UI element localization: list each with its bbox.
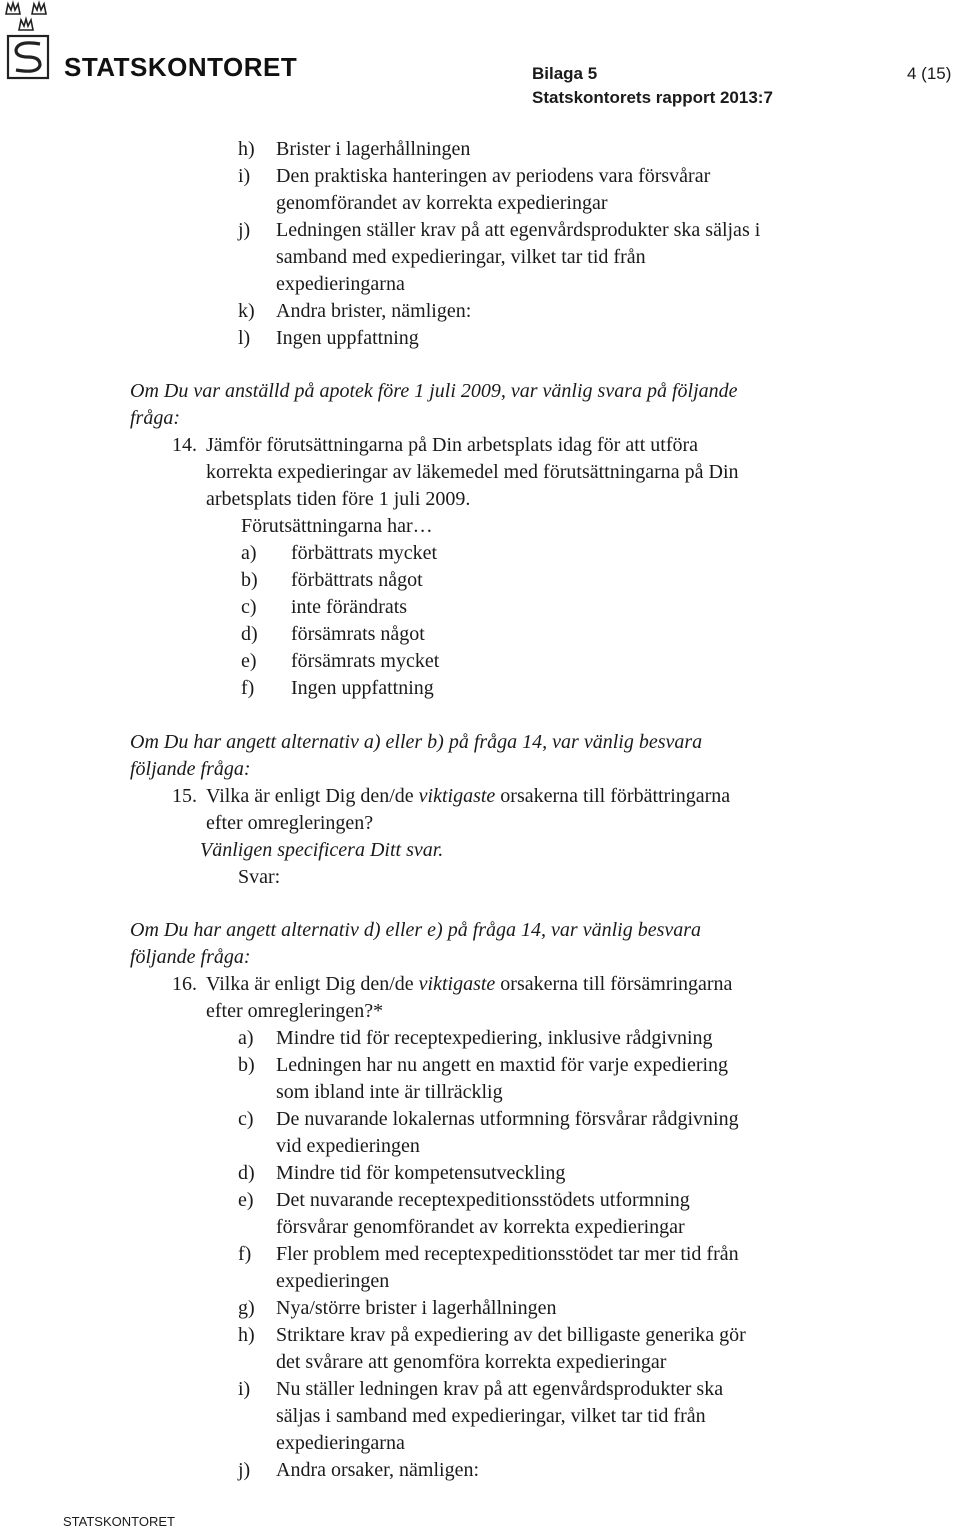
option-label: h) <box>238 1324 255 1346</box>
option-text: vid expedieringen <box>276 1135 420 1157</box>
option-label: d) <box>238 1162 255 1184</box>
option-text: Ingen uppfattning <box>276 327 419 349</box>
option-text: Den praktiska hanteringen av periodens vara försvårar <box>276 165 711 187</box>
option-text: Mindre tid för receptexpediering, inklusive rådgivning <box>276 1027 713 1049</box>
option-text: Ledningen har nu angett en maxtid för varje expediering <box>276 1054 729 1076</box>
option-text: samband med expedieringar, vilket tar tid från <box>276 246 646 268</box>
option-label: c) <box>241 596 257 618</box>
option-text: De nuvarande lokalernas utformning försvårar rådgivning <box>276 1108 739 1130</box>
option-label: h) <box>238 138 255 160</box>
option-text: försvårar genomförandet av korrekta expedieringar <box>276 1216 685 1238</box>
option-label: f) <box>238 1243 252 1265</box>
option-text: Nu ställer ledningen krav på att egenvårdsprodukter ska <box>276 1378 724 1400</box>
question-text: efter omregleringen? <box>206 812 374 834</box>
option-text: förbättrats något <box>291 569 423 591</box>
option-label: j) <box>238 1459 251 1481</box>
option-text: Mindre tid för kompetensutveckling <box>276 1162 566 1184</box>
option-text: inte förändrats <box>291 596 408 618</box>
instruction-text: Om Du har angett alternativ d) eller e) på fråga 14, var vänlig besvara <box>130 919 702 941</box>
option-text: förbättrats mycket <box>291 542 438 564</box>
crown-logo-icon <box>4 0 52 84</box>
question-number: 15. <box>172 785 197 807</box>
option-label: k) <box>238 300 255 322</box>
question-emphasis: viktigaste <box>418 785 496 807</box>
option-text: expedieringen <box>276 1270 390 1292</box>
option-text: expedieringarna <box>276 1432 405 1454</box>
option-label: e) <box>238 1189 254 1211</box>
option-text: Ingen uppfattning <box>291 677 434 699</box>
option-label: b) <box>241 569 258 591</box>
page-number: 4 (15) <box>907 64 952 83</box>
option-text: expedieringarna <box>276 273 405 295</box>
option-text: Nya/större brister i lagerhållningen <box>276 1297 557 1319</box>
option-label: a) <box>241 542 257 564</box>
question-text: efter omregleringen?* <box>206 1000 384 1022</box>
footer-org-name: STATSKONTORET <box>63 1514 175 1529</box>
question-text-part: Vilka är enligt Dig den/de <box>206 973 419 995</box>
option-label: j) <box>238 219 251 241</box>
option-label: f) <box>241 677 255 699</box>
question-text <box>206 971 732 997</box>
option-label: d) <box>241 623 258 645</box>
option-label: l) <box>238 327 251 349</box>
option-text: Brister i lagerhållningen <box>276 138 471 160</box>
option-label: e) <box>241 650 257 672</box>
question-text: Jämför förutsättningarna på Din arbetsplats idag för att utföra <box>206 434 699 456</box>
question-text-part: orsakerna till förbättringarna <box>495 785 731 807</box>
question-text: korrekta expedieringar av läkemedel med förutsättningarna på Din <box>206 461 739 483</box>
instruction-text: Om Du har angett alternativ a) eller b) på fråga 14, var vänlig besvara <box>130 731 703 753</box>
question-text: arbetsplats tiden före 1 juli 2009. <box>206 488 471 510</box>
question-text-part: orsakerna till försämringarna <box>495 973 733 995</box>
option-text: försämrats mycket <box>291 650 440 672</box>
option-text: försämrats något <box>291 623 425 645</box>
option-text: som ibland inte är tillräcklig <box>276 1081 503 1103</box>
option-text: Striktare krav på expediering av det billigaste generika gör <box>276 1324 746 1346</box>
option-text: genomförandet av korrekta expedieringar <box>276 192 608 214</box>
question-text <box>206 783 730 809</box>
option-label: i) <box>238 1378 251 1400</box>
question-number: 16. <box>172 973 197 995</box>
instruction-text: fråga: <box>130 407 180 429</box>
option-text: Andra orsaker, nämligen: <box>276 1459 480 1481</box>
option-label: c) <box>238 1108 254 1130</box>
option-text: Fler problem med receptexpeditionsstödet tar mer tid från <box>276 1243 739 1265</box>
answer-label: Svar: <box>238 866 281 888</box>
option-text: det svårare att genomföra korrekta expedieringar <box>276 1351 667 1373</box>
option-text: Det nuvarande receptexpeditionsstödets utformning <box>276 1189 690 1211</box>
annex-title: Bilaga 5 <box>532 64 598 83</box>
question-lead: Förutsättningarna har… <box>241 515 433 537</box>
instruction-text: Om Du var anställd på apotek före 1 juli 2009, var vänlig svara på följande <box>130 380 738 402</box>
option-text: Andra brister, nämligen: <box>276 300 472 322</box>
question-number: 14. <box>172 434 197 456</box>
option-label: i) <box>238 165 251 187</box>
option-label: b) <box>238 1054 255 1076</box>
question-text-part: Vilka är enligt Dig den/de <box>206 785 419 807</box>
instruction-text: följande fråga: <box>130 758 251 780</box>
option-label: g) <box>238 1297 255 1319</box>
option-text: Ledningen ställer krav på att egenvårdsprodukter ska säljas i <box>276 219 761 241</box>
option-label: a) <box>238 1027 254 1049</box>
report-title: Statskontorets rapport 2013:7 <box>532 88 773 107</box>
instruction-text: följande fråga: <box>130 946 251 968</box>
question-emphasis: viktigaste <box>418 973 496 995</box>
answer-instruction: Vänligen specificera Ditt svar. <box>200 839 444 861</box>
option-text: säljas i samband med expedieringar, vilket tar tid från <box>276 1405 706 1427</box>
org-logo-text: STATSKONTORET <box>64 52 298 82</box>
